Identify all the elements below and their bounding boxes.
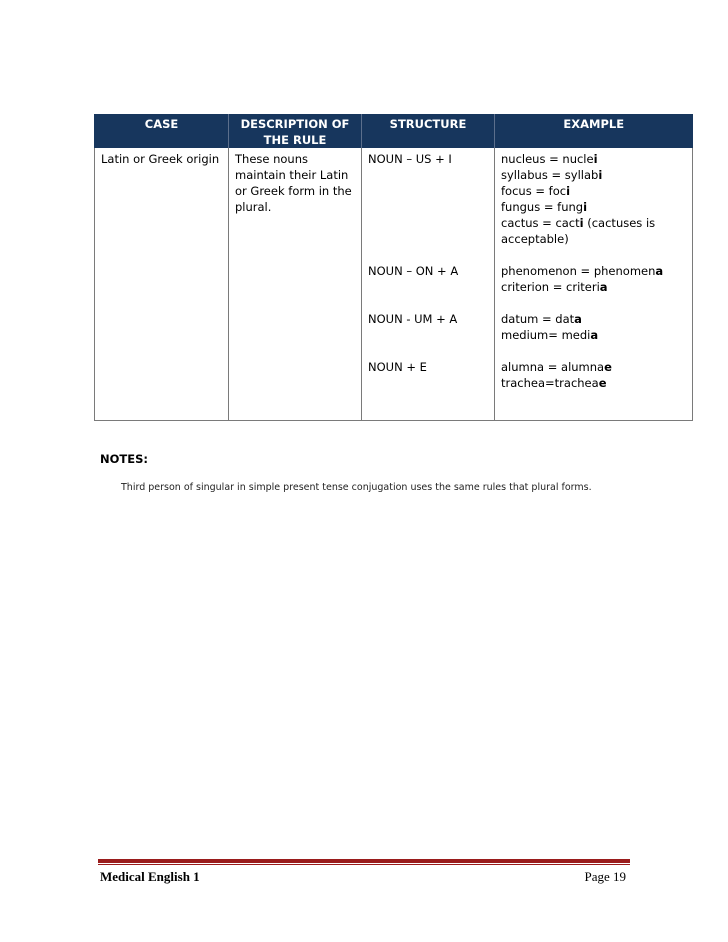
structure-um-a: NOUN - UM + A: [368, 312, 458, 326]
example-line: fungus = fungi: [501, 200, 588, 214]
structure-group: [368, 263, 488, 311]
footer-page-number: Page 19: [584, 869, 626, 884]
header-example: EXAMPLE: [495, 114, 693, 148]
example-line: phenomenon = phenomena: [501, 264, 664, 278]
plural-rules-table: [94, 114, 693, 421]
table-header-row: [95, 114, 693, 148]
description-cell: These nouns maintain their Latin or Greek form in the plural.: [229, 148, 362, 420]
example-line: nucleus = nuclei: [501, 152, 598, 166]
header-case: CASE: [95, 114, 229, 148]
structure-on-a: NOUN – ON + A: [368, 264, 459, 278]
footer-rule: [98, 859, 630, 863]
example-line: criterion = criteria: [501, 280, 608, 294]
example-line: trachea=tracheae: [501, 376, 607, 390]
example-line: focus = foci: [501, 184, 571, 198]
case-cell: Latin or Greek origin: [95, 148, 229, 420]
table-row: [95, 148, 693, 420]
example-line: medium= media: [501, 328, 599, 342]
example-group: [501, 151, 686, 263]
structure-e: NOUN + E: [368, 360, 427, 374]
structure-cell: [362, 148, 495, 420]
structure-us-i: NOUN – US + I: [368, 152, 452, 166]
example-cell: [495, 148, 693, 420]
header-structure: STRUCTURE: [362, 114, 495, 148]
structure-group: [368, 311, 488, 359]
example-line: datum = data: [501, 312, 582, 326]
notes-heading: NOTES:: [100, 452, 148, 466]
example-line: cactus = cacti (cactuses is acceptable): [501, 216, 656, 246]
header-description: DESCRIPTION OF THE RULE: [229, 114, 362, 148]
footer-rule-thin: [98, 864, 630, 865]
structure-group: [368, 151, 488, 263]
example-group: [501, 311, 686, 359]
structure-group: [368, 359, 488, 375]
notes-text: Third person of singular in simple present tense conjugation uses the same rules that plural forms.: [121, 482, 592, 493]
example-line: alumna = alumnae: [501, 360, 612, 374]
example-group: [501, 359, 686, 391]
example-line: syllabus = syllabi: [501, 168, 603, 182]
footer-document-title: Medical English 1: [100, 869, 200, 884]
example-group: [501, 263, 686, 311]
